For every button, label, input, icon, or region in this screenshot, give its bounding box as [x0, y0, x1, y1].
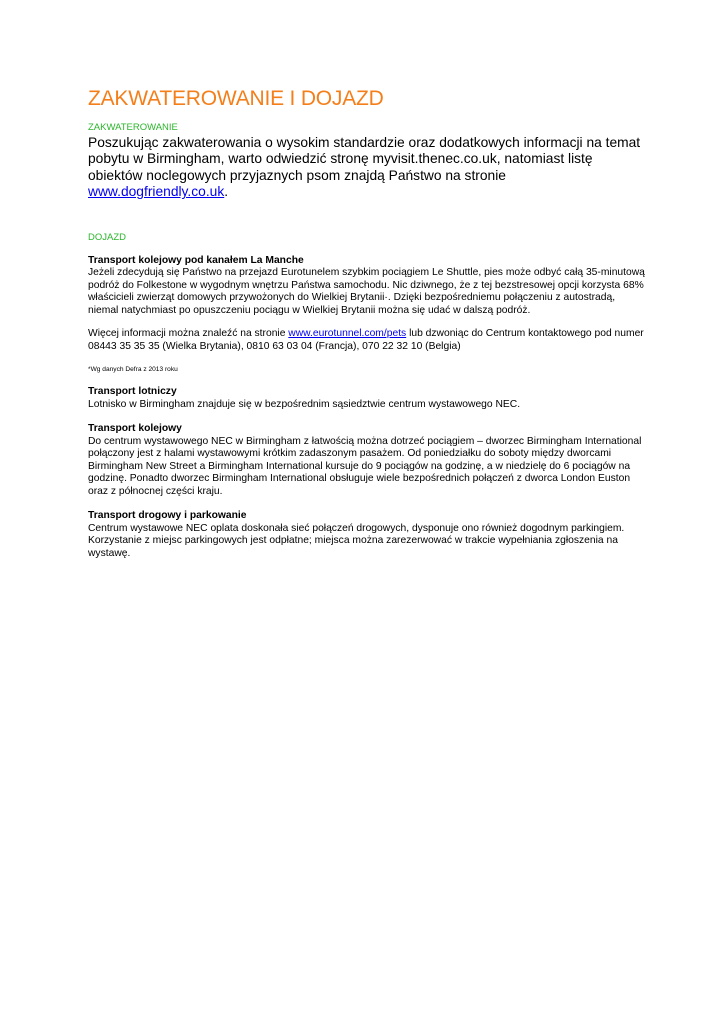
channel-rail-text: Jeżeli zdecydują się Państwo na przejazd Eurotunelem szybkim pociągiem Le Shuttle, pies może odbyć całą 35-minutową podróż do Folkestone w wygodnym wnętrzu Państwa samochodu. Nic dziwnego, że z tej bezstresowej opcji korzysta 68% właścicieli zwierząt domowych przywożonych do Wielkiej Brytanii·. Dzięki bezpośredniemu połączeniu z autostradą, niemal natychmiast po opuszczeniu pociągu w Wielkiej Brytanii można się udać w dalszą podróż.: [88, 267, 645, 316]
air-transport-text: Lotnisko w Birmingham znajduje się w bezpośrednim sąsiedztwie centrum wystawowego NEC.: [88, 398, 521, 410]
rail-transport-text: Do centrum wystawowego NEC w Birmingham z łatwością można dotrzeć pociągiem – dworzec Birmingham International połączony jest z halami wystawowymi krótkim zadaszonym pasażem. Od poniedziałku do soboty między dworcami Birmingham New Street a Birmingham International kursuje do 9 pociągów na godzinę, a w niedzielę do 6 pociągów na godzinę. Ponadto dworzec Birmingham International obsługuje wiele bezpośrednich połączeń z dworca London Euston oraz z północnej części kraju.: [88, 435, 642, 497]
accommodation-paragraph: [88, 135, 648, 201]
dogfriendly-link[interactable]: www.dogfriendly.co.uk: [88, 184, 225, 200]
road-transport-text: Centrum wystawowe NEC oplata doskonała sieć połączeń drogowych, dysponuje ono również dogodnym parkingiem. Korzystanie z miejsc parkingowych jest odpłatne; miejsca można zarezerwować w trakcie wypełniania zgłoszenia na wystawę.: [88, 522, 625, 559]
heading-air-transport: Transport lotniczy: [88, 386, 177, 398]
channel-info-text: Więcej informacji można znaleźć na stronie: [88, 328, 289, 340]
eurotunnel-link[interactable]: www.eurotunnel.com/pets: [288, 328, 407, 340]
channel-info-contacts: lub dzwoniąc do Centrum kontaktowego pod numer 08443 35 35 35 (Wielka Brytania), 0810 63 03 04 (Francja), 070 22 32 10 (Belgia): [88, 328, 644, 352]
accommodation-text: Poszukując zakwaterowania o wysokim standardzie oraz dodatkowych informacji na temat pobytu w Birmingham, warto odwiedzić stronę myvisit.thenec.co.uk, natomiast listę obiektów noclegowych przyjaznych psom znajdą Państwo na stronie: [88, 135, 641, 183]
document-content: [88, 86, 648, 560]
footnote-defra: *Wg danych Defra z 2013 roku: [88, 366, 178, 374]
heading-rail-transport: Transport kolejowy: [88, 423, 182, 435]
section-label-accommodation: ZAKWATEROWANIE: [88, 122, 178, 133]
heading-channel-rail: Transport kolejowy pod kanałem La Manche: [88, 254, 304, 266]
page-title: ZAKWATEROWANIE I DOJAZD: [88, 87, 384, 110]
heading-road-transport: Transport drogowy i parkowanie: [88, 510, 247, 522]
accommodation-text-end: .: [224, 184, 229, 200]
channel-info-paragraph: [88, 328, 648, 353]
section-label-travel: DOJAZD: [88, 231, 126, 243]
